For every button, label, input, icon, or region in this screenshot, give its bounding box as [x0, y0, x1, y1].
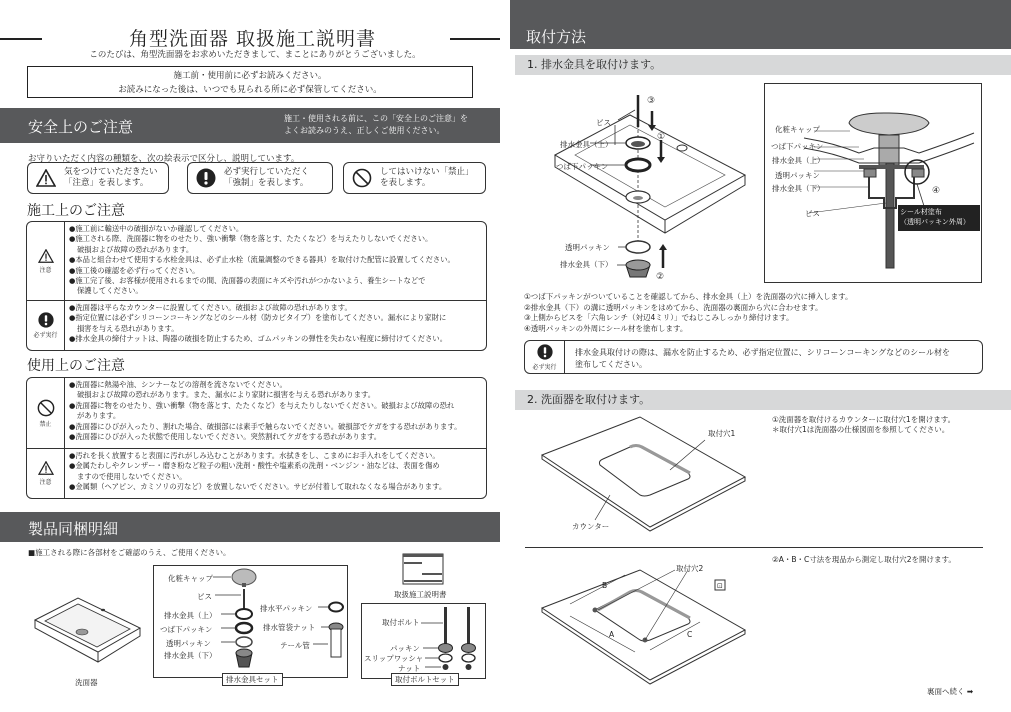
page-subtitle: このたびは、角型洗面器をお求めいただきまして、まことにありがとうございました。: [89, 50, 421, 60]
usage-prohibit-row: 禁止 ●洗面器に熱湯や油、シンナーなどの溶剤を流さないでください。 破損および故障の恐れがあります。また、漏水により家財に損害を与える恐れがあります。 ●洗面器に物をのせたり、強い衝撃（物を落とす、たたくなど）を与えたりしないでください。破損および故障の恐れ があります。 ●洗面器にひびが入ったり、割れた場合、破損部には素手で触らないでください。破損部でケガをする恐れがあります。 ●洗面器にひびが入った状態で使用しないでください。突然割れてケガをする恐れがあります。: [27, 378, 486, 448]
step2-note2: ②A・B・C寸法を現品から測定し取付穴2を開けます。: [772, 555, 956, 564]
seal-callout: シール材塗布 （透明パッキン外周）: [900, 208, 970, 226]
caution-label: 注意: [39, 479, 52, 486]
safety-bar-note: 施工・使用される前に、この「安全上のご注意」を よくお読みのうえ、正しくご使用ください。: [284, 114, 468, 135]
step1-must-notice: 必ず実行 排水金具取付けの際は、漏水を防止するため、必ず指定位置に、シリコーンコーキングなどのシール材を 塗布してください。: [524, 340, 983, 374]
hole1-label: 取付穴1: [708, 429, 736, 438]
detail-label-cap: 化粧キャップ: [775, 125, 820, 134]
dim-c-label: C: [687, 630, 693, 639]
drain-part-clear-gasket: 透明パッキン: [166, 639, 211, 648]
contents-title: 製品同梱明細: [28, 520, 119, 538]
legend-prohibition: してはいけない「禁止」 を表します。: [343, 162, 486, 194]
diagram-label-upper: 排水金具（上）: [560, 140, 613, 149]
diagram-label-clear-gasket: 透明パッキン: [565, 243, 610, 252]
manual-icon: [402, 553, 444, 585]
construction-caution-row: 注意 ●施工前に輸送中の破損がないか確認してください。 ●施工される際、洗面器に物をのせたり、強い衝撃（物を落とす、たたくなど）を与えたりしないでください。 破損および故障の恐れがあります。 ●本品と組合わせて使用する水栓金具は、必ず止水栓（流量調整のできる器具）を取付けた配管に設置してください。 ●施工後の確認を必ず行ってください。 ●施工完了後、お客様が使用されるまでの間、洗面器の表面にキズや汚れがつかないよう、養生シートなどで 保護してください。: [27, 222, 486, 300]
install-title: 取付方法: [526, 28, 587, 46]
step2-heading: 2. 洗面器を取付けます。: [527, 393, 651, 406]
safety-intro: お守りいただく内容の種類を、次の絵表示で区分し、説明しています。: [28, 154, 300, 164]
must-label: 必ず実行: [532, 363, 557, 371]
dim-a-label: A: [609, 630, 615, 639]
bolt-part-gasket: パッキン: [390, 644, 420, 653]
construction-cautions-table: [26, 221, 487, 351]
bolt-set-caption: 取付ボルトセット: [391, 673, 459, 686]
drain-part-lower: 排水金具（下）: [164, 651, 217, 660]
detail-label-lower: 排水金具（下）: [772, 184, 825, 193]
mandatory-exclamation-icon: [196, 168, 216, 188]
notice-line-2: お読みになった後は、いつでも見られる所に必ず保管してください。: [118, 85, 382, 95]
bolt-part-nut: ナット: [398, 664, 421, 673]
svg-text:①: ①: [657, 132, 666, 142]
step2-heading-bar: [515, 390, 1011, 410]
safety-section-bar: [0, 108, 500, 143]
notice-line-1: 施工前・使用前に必ずお読みください。: [173, 71, 327, 81]
prohibition-icon: [352, 168, 372, 188]
drain-part-tail-pipe: テール管: [280, 641, 310, 650]
usage-cautions-table: [26, 377, 487, 499]
hole2-label: 取付穴2: [676, 564, 704, 573]
diagram-label-screw: ビス: [596, 118, 611, 127]
legend-caution: 気をつけていただきたい 「注意」を表します。: [27, 162, 169, 194]
diagram-label-lower: 排水金具（下）: [560, 260, 613, 269]
warning-triangle-icon: [36, 169, 56, 187]
title-rule-left: [0, 38, 42, 40]
warning-triangle-icon: [38, 461, 54, 475]
usage-heading: 使用上のご注意: [27, 358, 125, 374]
step1-heading: 1. 排水金具を取付けます。: [527, 58, 662, 71]
usage-caution-row: 注意 ●汚れを長く放置すると表面に汚れがしみ込むことがあります。水拭きをし、こまめにお手入れをしてください。 ●金属たわしやクレンザー・磨き粉など粒子の粗い洗剤・酸性や塩素系の洗剤・ベンジン・油などは、表面を傷め ますので使用しないでください。 ●金属類（ヘアピン、カミソリの刃など）を放置しないでください。サビが付着して取れなくなる場合があります。: [27, 448, 486, 498]
step2-note1: ①洗面器を取付けるカウンターに取付穴1を開けます。 ＊取付穴1は洗面器の仕様図面を参照してください。: [772, 415, 956, 434]
mandatory-exclamation-icon: [537, 344, 553, 360]
read-first-notice: [27, 66, 473, 98]
caution-label: 注意: [39, 266, 52, 274]
basin-label: 洗面器: [75, 678, 98, 687]
step1-instructions: ①つば下パッキンがついていることを確認してから、排水金具（上）を洗面器の穴に挿入します。 ②排水金具（下）の溝に透明パッキンをはめてから、洗面器の裏面から穴に合わせます。 ③上側からビスを「六角レンチ（対辺4ミリ）」でねじこみしっかり締付けます。 ④透明パッキンの外周にシール材を塗布します。: [524, 292, 853, 333]
counter-label: カウンター: [572, 522, 610, 531]
install-section-bar: [510, 0, 1011, 49]
continue-to-back[interactable]: 裏面へ続く ➡: [927, 687, 974, 696]
drain-part-upper: 排水金具（上）: [164, 611, 217, 620]
drain-assembly-diagram: [520, 85, 760, 285]
step1-heading-bar: [515, 55, 1011, 75]
svg-text:④: ④: [932, 186, 941, 196]
svg-text:②: ②: [656, 272, 665, 282]
step2-divider: [525, 547, 983, 548]
counter-hole2-diagram: [540, 560, 755, 685]
bolt-parts-illustration: [361, 603, 486, 679]
drain-set-caption: 排水金具セット: [222, 673, 283, 686]
dim-b-label: B: [602, 581, 608, 590]
bolt-part-washer: スリップワッシャ: [364, 654, 424, 663]
must-label: 必ず実行: [33, 332, 58, 339]
detail-label-clear-gasket: 透明パッキン: [775, 171, 820, 180]
construction-heading: 施工上のご注意: [27, 203, 125, 219]
basin-illustration: [30, 590, 145, 665]
legend-mandatory: 必ず実行していただく 「強制」を表します。: [187, 162, 333, 194]
drain-part-flange-gasket: つば下パッキン: [160, 625, 213, 634]
diagram-label-flange-gasket: つば下パッキン: [556, 162, 609, 171]
svg-text:⊡: ⊡: [717, 582, 723, 590]
prohibition-icon: [37, 399, 55, 417]
detail-label-screw: ビス: [805, 209, 820, 218]
manual-label: 取扱施工説明書: [394, 590, 447, 599]
mandatory-exclamation-icon: [38, 312, 54, 328]
detail-label-upper: 排水金具（上）: [772, 156, 825, 165]
detail-label-flange-gasket: つば下パッキン: [771, 142, 824, 151]
drain-part-cap: 化粧キャップ: [168, 574, 213, 583]
warning-triangle-icon: [38, 249, 54, 263]
construction-must-row: 必ず実行 ●洗面器は平らなカウンターに設置してください。破損および故障の恐れがあります。 ●指定位置には必ずシリコーンコーキングなどのシール材（防カビタイプ）を塗布してください。漏水により家財に 損害を与える恐れがあります。 ●排水金具の締付ナットは、陶器の破損を防止するため、ゴムパッキンの弾性を失わない程度に締付けてください。: [27, 300, 486, 350]
drain-part-nut: 排水管袋ナット: [263, 623, 316, 632]
svg-text:③: ③: [647, 96, 656, 106]
page-title: 角型洗面器 取扱施工説明書: [128, 28, 377, 50]
drain-part-flat-gasket: 排水平パッキン: [260, 604, 313, 613]
prohibit-label: 禁止: [39, 420, 52, 428]
bolt-part-bolt: 取付ボルト: [382, 618, 420, 627]
contents-intro: ■施工される際に各部材をご確認のうえ、ご使用ください。: [28, 548, 231, 557]
drain-part-screw: ビス: [197, 592, 212, 601]
right-arrow-icon: ➡: [966, 687, 974, 696]
title-rule-right: [450, 38, 500, 40]
contents-section-bar: [0, 512, 500, 542]
safety-title: 安全上のご注意: [28, 118, 134, 136]
